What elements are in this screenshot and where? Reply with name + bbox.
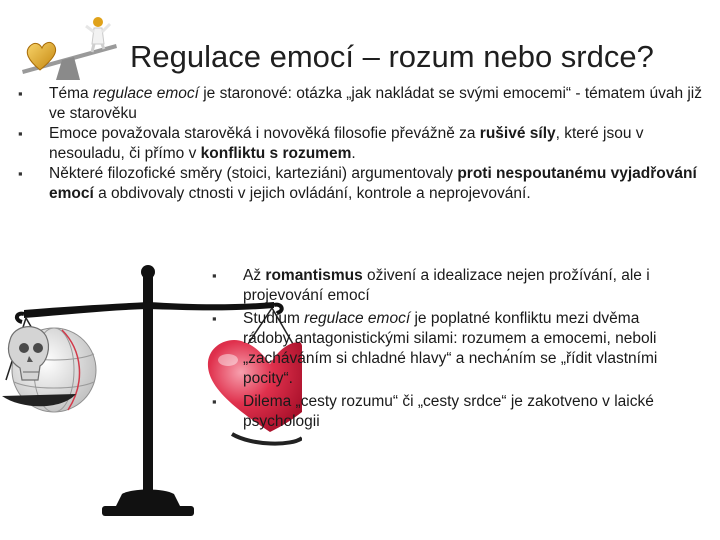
text-run: . — [351, 145, 356, 162]
text-run: Některé filozofické směry (stoici, karteziáni) argumentovaly — [49, 165, 458, 182]
bullet-text — [243, 393, 654, 430]
heart-brain-seesaw-icon — [18, 8, 123, 88]
text-run: je staronové: otázka „jak nakládat se svými emocemi“ - tématem úvah již ve starověku — [49, 85, 703, 122]
bullet-item — [204, 266, 690, 306]
bold-text: konfliktu s rozumem — [200, 145, 352, 162]
bullet-text — [49, 165, 697, 202]
text-run: Studium — [243, 310, 305, 327]
slide-title: Regulace emocí – rozum nebo srdce? — [130, 38, 654, 74]
bullet-item — [10, 84, 710, 124]
bullet-list-top — [10, 84, 710, 204]
text-run: , které jsou v nesouladu, či přímo v — [49, 125, 644, 162]
text-run: je poplatné konfliktu mezi dvěma rádoby antagonistickými silami: rozumem a emocemi, neboli „zacháváním si chladné hlavy“ a nechᴀ́ním se „řídit vlastními pocity“. — [243, 310, 658, 387]
bullet-text — [49, 125, 644, 162]
bullet-text — [49, 85, 702, 122]
text-run: oživení a idealizace nejen prožívání, ale i projevování emocí — [243, 267, 650, 304]
bullet-item — [10, 164, 710, 204]
bullet-text — [243, 267, 650, 304]
italic-text: regulace emocí — [92, 85, 199, 102]
bullet-item — [10, 124, 710, 164]
italic-text: regulace emocí — [304, 310, 411, 327]
bold-text: rušivé síly — [479, 125, 556, 142]
bold-text: proti nespoutanému vyjadřování emocí — [49, 165, 697, 202]
bold-text: romantismus — [265, 267, 363, 284]
text-run: Téma — [49, 85, 93, 102]
text-run: Dilema „cesty rozumu“ či „cesty srdce“ je zakotveno v laické psychologii — [243, 393, 654, 430]
bullet-item — [204, 309, 690, 389]
text-run: Emoce považovala starověká i novověká filosofie převážně za — [49, 125, 480, 142]
text-run: a obdivovaly ctnosti v jejich ovládání, kontrole a neprojevování. — [93, 185, 531, 202]
bullet-list-lower — [204, 266, 690, 435]
bullet-text — [243, 310, 657, 387]
bullet-item — [204, 392, 690, 432]
text-run: Až — [243, 267, 266, 284]
